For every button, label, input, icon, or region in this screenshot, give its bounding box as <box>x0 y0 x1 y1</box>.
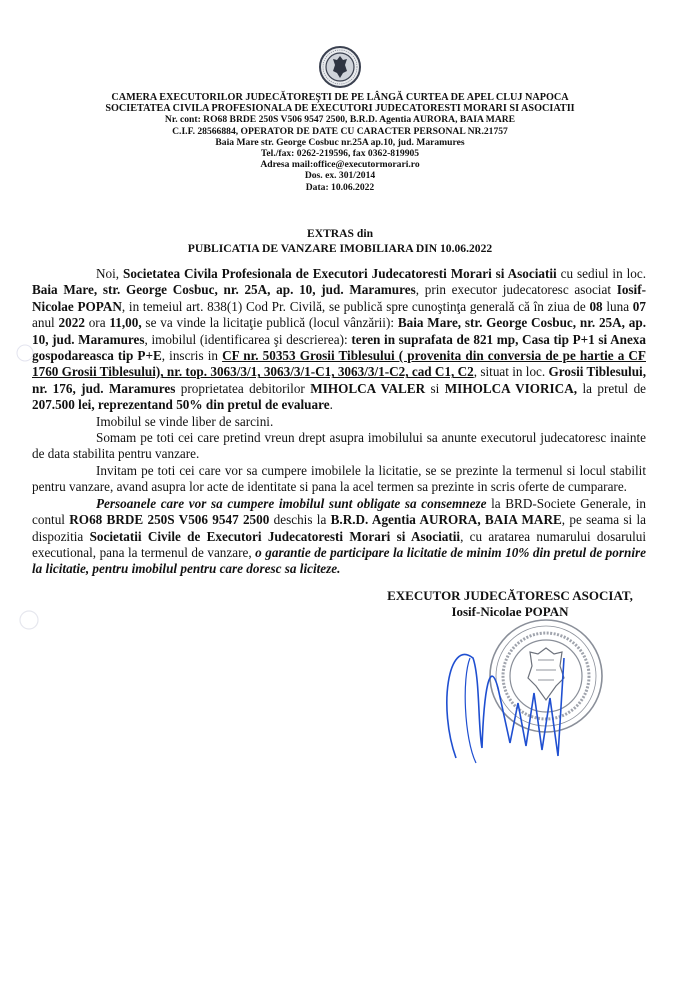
company-name: SOCIETATEA CIVILA PROFESIONALA DE EXECUTORI JUDECATORESTI MORARI SI ASOCIATII <box>105 103 575 115</box>
punch-hole-mark-icon <box>14 605 44 635</box>
obligation-bold-italic: Persoanele care vor sa cumpere imobilul sunt obligate sa consemneze <box>96 495 487 511</box>
text: luna <box>602 298 633 314</box>
debtor-1: MIHOLCA VALER <box>310 380 426 396</box>
text: , inscris in <box>161 348 223 364</box>
guarantee-bold-italic: o garantie de participare la licitatie de minim 10% din pretul de pornire la licitatie, pentru imobilul pentru care doresc sa liciteze. <box>32 544 646 577</box>
bank-branch: B.R.D. Agentia AURORA, BAIA MARE <box>330 512 562 528</box>
text: se va vinde la licitaţie publică (locul vânzării): <box>141 315 398 331</box>
chamber-emblem-icon <box>318 45 362 89</box>
paragraph-summons: Somam pe toti cei care pretind vreun drept asupra imobilului sa anunte executorul judecatoresc inainte de data stabilita pentru vanzare. <box>32 430 646 462</box>
auction-location: Baia Mare, str. George Cosbuc, nr. 25A, ap. 10, jud. Maramures <box>32 315 647 347</box>
bank-account: Nr. cont: RO68 BRDE 250S V506 9547 2500, B.R.D. Agentia AURORA, BAIA MARE <box>164 114 516 126</box>
fiscal-code: C.I.F. 28566884, OPERATOR DE DATE CU CARACTER PERSONAL NR.21757 <box>172 125 508 137</box>
auction-hour: 11,00, <box>109 315 142 331</box>
document-title <box>40 227 640 256</box>
debtor-2: MIHOLCA VIORICA, <box>444 380 578 396</box>
title-line-1: EXTRAS din <box>306 227 374 240</box>
starting-price: 207.500 lei, reprezentand 50% din pretul de evaluare <box>32 397 330 413</box>
text: , prin executor judecatoresc asociat <box>415 282 617 298</box>
title-line-2: PUBLICATIA DE VANZARE IMOBILIARA DIN 10.06.2022 <box>187 241 493 255</box>
text: anul <box>32 315 59 331</box>
paragraph-invitation: Invitam pe toti cei care vor sa cumpere imobilele la licitatie, se se prezinte la termenul si locul stabilit pentru vanzare, avand asupra lor acte de identitate si pana la acel termen sa prezinte in scris oferte de cumparare. <box>32 462 646 495</box>
chamber-name: CAMERA EXECUTORILOR JUDECĂTOREŞTI DE PE LÂNGĂ CURTEA DE APEL CLUJ NAPOCA <box>111 92 569 103</box>
signature-block <box>360 588 660 619</box>
address: Baia Mare str. George Cosbuc nr.25A ap.10, jud. Maramures <box>215 136 465 148</box>
text: proprietatea debitorilor <box>175 380 311 396</box>
auction-year: 2022 <box>58 315 85 331</box>
punch-hole-mark-icon <box>14 342 36 364</box>
address-bold: Baia Mare, str. George Cosbuc, nr. 25A, ap. 10, jud. Maramures <box>32 282 416 298</box>
text: si <box>425 380 445 396</box>
text: cu sediul in loc. <box>556 266 646 281</box>
text: , imobilul (identificarea şi descrierea): <box>144 331 352 347</box>
document-date: Data: 10.06.2022 <box>305 181 375 193</box>
text: la pretul de <box>577 380 647 396</box>
land-registry: CF nr. 50353 Grosii Tiblesului ( provenita din conversia de pe hartie a CF 1760 Grosii Tiblesului), nr. top. 3063/3/1, 3063/3/1-C1, 3063/3/1-C2, cad C1, C2 <box>32 348 646 380</box>
account-number: RO68 BRDE 250S V506 9547 2500 <box>69 512 270 528</box>
property-description: teren in suprafata de 821 mp, Casa tip P+1 si Anexa gospodareasca tip P+E <box>32 331 646 364</box>
company-bold: Societatea Civila Profesionala de Executori Judecatoresti Morari si Asociatii <box>123 266 557 281</box>
text: Noi, <box>96 266 123 281</box>
text: , in temeiul art. 838(1) Cod Pr. Civilă, se publică spre cunoştinţa generală că în ziua de <box>121 298 590 314</box>
executor-name: Iosif-Nicolae POPAN <box>32 282 646 314</box>
text: la BRD-Societe Generale, in contul <box>32 495 646 528</box>
phone-fax: Tel./fax: 0262-219596, fax 0362-819905 <box>260 148 420 160</box>
text: , cu aratarea numarului dosarului executional, pana la termenul de vanzare, <box>32 528 646 560</box>
text: ora <box>84 315 110 331</box>
text: , pe seama si la dispozitia <box>32 512 647 544</box>
paragraph-no-encumbrances: Imobilul se vinde liber de sarcini. <box>96 413 274 429</box>
document-body <box>32 266 646 578</box>
file-number: Dos. ex. 301/2014 <box>304 170 376 182</box>
paragraph-guarantee <box>32 496 646 578</box>
auction-day: 08 <box>589 298 603 314</box>
signatory-name: Iosif-Nicolae POPAN <box>451 603 569 619</box>
signatory-title: EXECUTOR JUDECĂTORESC ASOCIAT, <box>387 588 633 603</box>
text: . <box>329 397 333 413</box>
paragraph-auction-notice <box>32 266 646 414</box>
auction-month: 07 <box>632 298 646 314</box>
text: deschis la <box>269 512 331 528</box>
stamp-and-signature-icon <box>418 618 648 768</box>
text: , situat in loc. <box>473 364 549 380</box>
property-location: Grosii Tiblesului, nr. 176, jud. Maramures <box>32 364 647 396</box>
letterhead <box>40 92 640 193</box>
email: Adresa mail:office@executormorari.ro <box>260 159 420 171</box>
company-bold: Societatii Civile de Executori Judecatoresti Morari si Asociatii <box>89 528 461 544</box>
